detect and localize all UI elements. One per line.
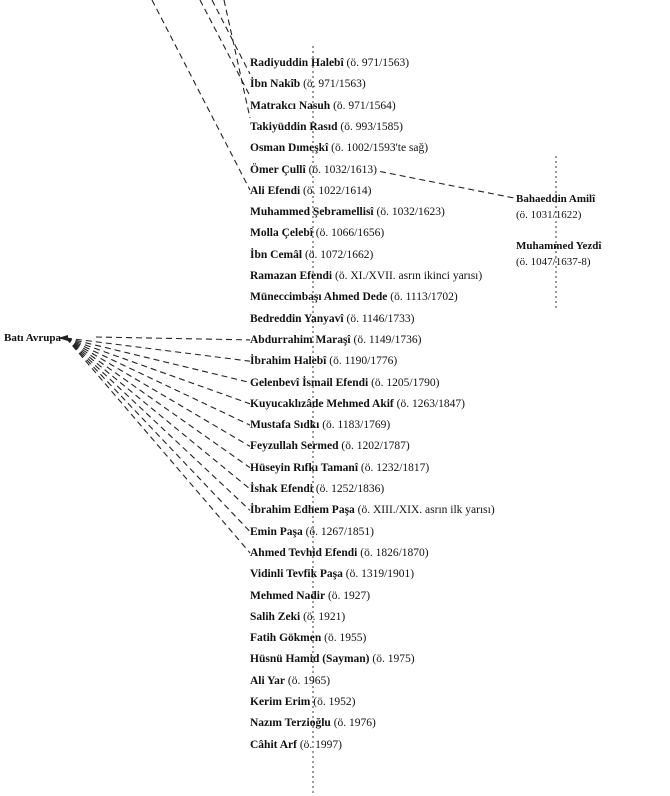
bati-avrupa-link [66,338,250,553]
scholar-date: (ö. 1252/1836) [315,483,385,495]
scholar-entry [250,714,376,732]
scholar-date: (ö. 1183/1769) [322,419,391,432]
scholar-date: (ö. 1955) [324,632,367,645]
scholar-entry [250,75,366,93]
incoming-line [152,0,250,190]
scholar-name: Kerim Erim [250,696,311,708]
scholar-entry [250,246,373,264]
scholar-date: (ö. 1267/1851) [305,525,374,538]
root-node-bati-avrupa [4,331,61,345]
scholar-name: Mustafa Sıdkı [250,419,320,432]
scholar-entry [250,395,465,413]
scholar-date: (ö. 1032/1623) [376,206,445,219]
scholar-name: Hüseyin Rıfkı Tamanî [250,461,359,474]
scholar-date: (ö. 1976) [333,717,376,730]
scholar-entry [250,693,355,711]
scholar-date: (ö. 1113/1702) [390,291,458,304]
scholar-date: (ö. 1319/1901) [345,568,415,581]
scholar-name: Takiyüddin Rasıd [250,120,338,133]
scholar-name: Osman Dımeşkî [250,142,329,155]
scholar-date: (ö. 1997) [299,738,343,751]
scholar-entry [250,437,410,455]
scholar-date: (ö. 1975) [372,653,415,666]
bati-avrupa-link [96,337,250,340]
scholar-name: Abdurrahim Maraşî [250,333,351,346]
scholar-name: Molla Çelebî [250,227,313,240]
bati-avrupa-link [66,338,250,510]
scholar-date: (ö. XIII./XIX. asrın ilk yarısı) [357,504,495,517]
scholar-name: Ömer Çullî [250,163,306,176]
scholar-entry [250,54,409,72]
side-entry-yezdi [516,238,601,270]
scholar-name: Mehmed Nadir [250,589,326,602]
incoming-line [212,0,250,74]
scholar-entry [250,139,428,157]
link-to-bahaeddin [380,172,514,199]
scholar-name: Vidinli Tevfik Paşa [250,568,343,581]
bati-avrupa-link [66,338,250,425]
scholar-name: Hüsnü Hamid (Sayman) [250,653,370,666]
incoming-line [224,0,250,118]
scholar-date: (ö. 971/1563) [303,78,366,91]
scholar-date: (ö. 1921) [303,610,346,623]
scholar-date: (ö. 1205/1790) [371,376,440,389]
scholar-entry [250,672,330,690]
bati-avrupa-link [66,338,250,446]
scholar-entry [250,416,390,434]
scholar-date: (ö. XI./XVII. asrın ikinci yarısı) [334,270,483,282]
scholar-date: (ö. 1032/1613) [308,163,377,176]
scholar-date: (ö. 1146/1733) [346,312,415,325]
scholar-entry [250,608,345,626]
scholar-entry [250,501,495,519]
scholar-entry [250,182,371,200]
scholar-name: Muhammed Şebramellisî [250,206,374,219]
scholar-date: (ö. 1927) [327,589,371,602]
scholar-name: Radiyuddin Halebî [250,57,344,69]
scholar-entry [250,267,482,285]
scholar-date: (ö. 1022/1614) [303,184,372,197]
scholar-entry [250,480,384,498]
scholar-entry [250,565,414,583]
scholar-entry [250,224,384,242]
side-entry-date: (ö. 1031/1622) [516,209,582,221]
scholar-entry [250,374,439,392]
scholar-entry [250,459,429,477]
scholar-date: (ö. 1952) [313,696,356,708]
side-entry-name: Muhammed Yezdî [516,240,602,252]
scholar-entry [250,118,403,136]
scholar-entry [250,544,429,562]
scholar-name: Matrakcı Nasuh [250,99,331,112]
scholar-name: İbrahim Edhem Paşa [250,504,355,517]
scholar-entry [250,352,397,370]
scholar-name: Salih Zeki [250,610,301,623]
scholar-name: Kuyucaklızâde Mehmed Akif [250,397,394,410]
scholar-name: Ahmed Tevhid Efendi [250,546,358,559]
side-entry-name: Bahaeddin Amilî [516,193,596,205]
scholar-name: Câhit Arf [250,738,297,751]
scholar-name: Ali Efendi [250,184,301,197]
scholar-name: İshak Efendi [250,483,313,495]
scholar-name: Gelenbevî İsmail Efendi [250,376,369,389]
scholar-name: İbn Cemâl [250,248,303,261]
scholar-entry [250,310,414,328]
bati-avrupa-link [66,338,250,468]
scholar-entry [250,736,342,754]
side-entry-date: (ö. 1047/1637-8) [516,256,591,268]
scholar-name: Müneccimbaşı Ahmed Dede [250,291,388,304]
scholar-date: (ö. 1190/1776) [329,355,398,368]
scholar-date: (ö. 993/1585) [340,120,403,133]
scholar-entry [250,587,370,605]
scholar-entry [250,97,396,115]
scholar-date: (ö. 1826/1870) [360,546,429,559]
scholar-name: Bedreddin Yanyavî [250,312,344,325]
scholar-name: İbrahim Halebî [250,355,327,368]
scholar-date: (ö. 1002/1593'te sağ) [331,142,429,155]
scholar-name: Feyzullah Sermed [250,440,339,453]
side-entry-bahaeddin [516,191,595,223]
scholar-date: (ö. 1202/1787) [341,440,410,453]
root-node-label: Batı Avrupa [4,332,61,344]
scholar-entry [250,523,374,541]
scholar-entry [250,650,415,668]
scholar-name: Fatih Gökmen [250,632,322,645]
scholar-name: Ali Yar [250,674,286,687]
bati-avrupa-link [66,338,250,532]
scholar-date: (ö. 971/1564) [333,99,396,112]
scholar-date: (ö. 1072/1662) [304,248,374,261]
scholar-date: (ö. 1263/1847) [396,397,465,410]
scholar-name: Ramazan Efendi [250,270,333,282]
scholar-entry [250,629,366,647]
scholar-name: Emin Paşa [250,525,303,538]
scholar-entry [250,161,377,179]
scholar-date: (ö. 971/1563) [346,57,410,69]
scholar-entry [250,203,445,221]
scholar-entry [250,331,421,349]
scholar-date: (ö. 1232/1817) [360,461,430,474]
scholar-date: (ö. 1965) [287,674,331,687]
scholar-name: Nazım Terzioğlu [250,717,331,730]
scholar-name: İbn Nakîb [250,78,301,91]
scholar-entry [250,288,458,306]
scholar-date: (ö. 1149/1736) [353,333,422,346]
scholar-date: (ö. 1066/1656) [315,227,385,240]
